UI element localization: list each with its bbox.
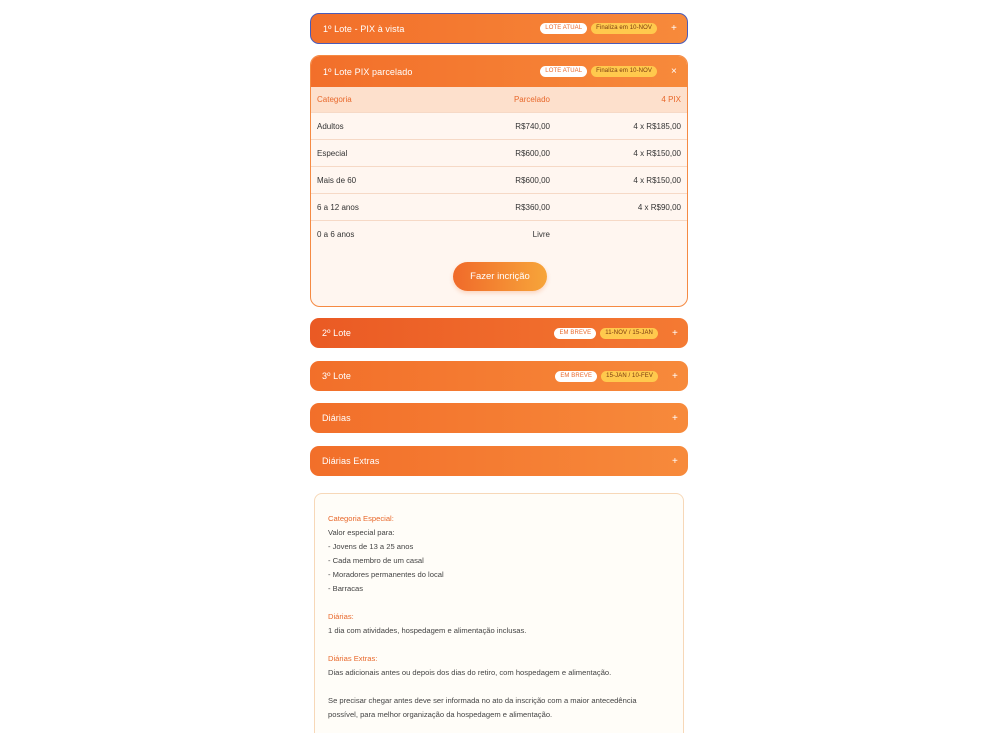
accordion-header-lote3[interactable] [310,361,688,391]
especial-item: - Barracas [328,584,364,593]
info-box [314,493,684,733]
accordion-title: 3º Lote [322,371,352,381]
price-table [311,87,687,248]
especial-item: - Moradores permanentes do local [328,570,444,579]
header-categoria: Categoria [317,95,352,104]
expand-icon[interactable]: + [672,327,678,339]
especial-item: - Jovens de 13 a 25 anos [328,542,414,551]
cell-4pix: 4 x R$150,00 [633,175,681,185]
accordion-header-diarias[interactable] [310,403,688,433]
status-badge: LOTE ATUAL [540,23,587,34]
cell-categoria: 6 a 12 anos [317,202,359,212]
diarias-text: 1 dia com atividades, hospedagem e alimentação inclusas. [328,626,527,635]
header-parcelado: Parcelado [513,95,550,104]
especial-intro: Valor especial para: [328,528,395,537]
cell-categoria: Especial [317,148,348,158]
cell-parcelado: R$740,00 [515,121,550,131]
spacer [328,596,670,610]
accordion-diarias [310,403,688,433]
status-badge: EM BREVE [554,328,596,339]
status-badge: LOTE ATUAL [540,66,587,77]
accordion-header-lote2[interactable] [310,318,688,348]
cell-parcelado: R$600,00 [515,175,550,185]
diarias-title: Diárias: [328,612,354,621]
cell-categoria: Adultos [317,121,344,131]
accordion-title: 1º Lote PIX parcelado [323,66,413,77]
table-row [311,167,687,194]
date-badge: Finaliza em 10-NOV [591,66,657,77]
cell-4pix: 4 x R$90,00 [637,202,681,212]
table-row [311,194,687,221]
accordion-lote3 [310,361,688,391]
accordion-header-lote1-pix-parcelado[interactable] [311,56,687,87]
table-row [311,221,687,248]
extras-title: Diárias Extras: [328,654,378,663]
accordion-diarias-extras [310,446,688,476]
spacer [328,680,670,694]
accordion-lote1-pix-avista [310,13,688,44]
table-row [311,113,687,140]
cell-parcelado: Livre [532,230,550,239]
date-badge: 11-NOV / 15-JAN [600,328,658,339]
header-4pix: 4 PIX [661,95,681,104]
expand-icon[interactable]: + [672,455,678,467]
accordion-title: 2º Lote [322,328,352,338]
extras-text: Dias adicionais antes ou depois dos dias do retiro, com hospedagem e alimentação. [328,668,612,677]
date-badge: 15-JAN / 10-FEV [601,371,658,382]
accordion-title: Diárias Extras [322,456,380,466]
fazer-inscricao-button[interactable]: Fazer incrição [453,262,547,291]
note-line: possível, para melhor organização da hospedagem e alimentação. [328,710,553,719]
especial-title: Categoria Especial: [328,514,394,523]
cell-parcelado: R$360,00 [515,202,550,212]
date-badge: Finaliza em 10-NOV [591,23,657,34]
cell-categoria: Mais de 60 [317,175,357,185]
cell-4pix: 4 x R$185,00 [633,121,681,131]
expand-icon[interactable]: + [672,412,678,424]
cell-categoria: 0 a 6 anos [317,230,355,239]
close-icon[interactable]: × [671,66,677,77]
especial-item: - Cada membro de um casal [328,556,424,565]
accordion-header-diarias-extras[interactable] [310,446,688,476]
accordion-lote1-pix-parcelado [310,55,688,307]
spacer [328,638,670,652]
cell-parcelado: R$600,00 [515,148,550,158]
table-row [311,140,687,167]
accordion-title: 1º Lote - PIX à vista [323,23,405,34]
status-badge: EM BREVE [555,371,597,382]
note-line: Se precisar chegar antes deve ser informada no ato da inscrição com a maior antecedência [328,696,637,705]
expand-icon[interactable]: + [672,370,678,382]
accordion-header-lote1-pix-avista[interactable] [310,13,688,44]
accordion-title: Diárias [322,413,351,423]
cell-4pix: 4 x R$150,00 [633,148,681,158]
expand-icon[interactable]: + [671,23,677,34]
accordion-lote2 [310,318,688,348]
table-header-row [311,87,687,113]
